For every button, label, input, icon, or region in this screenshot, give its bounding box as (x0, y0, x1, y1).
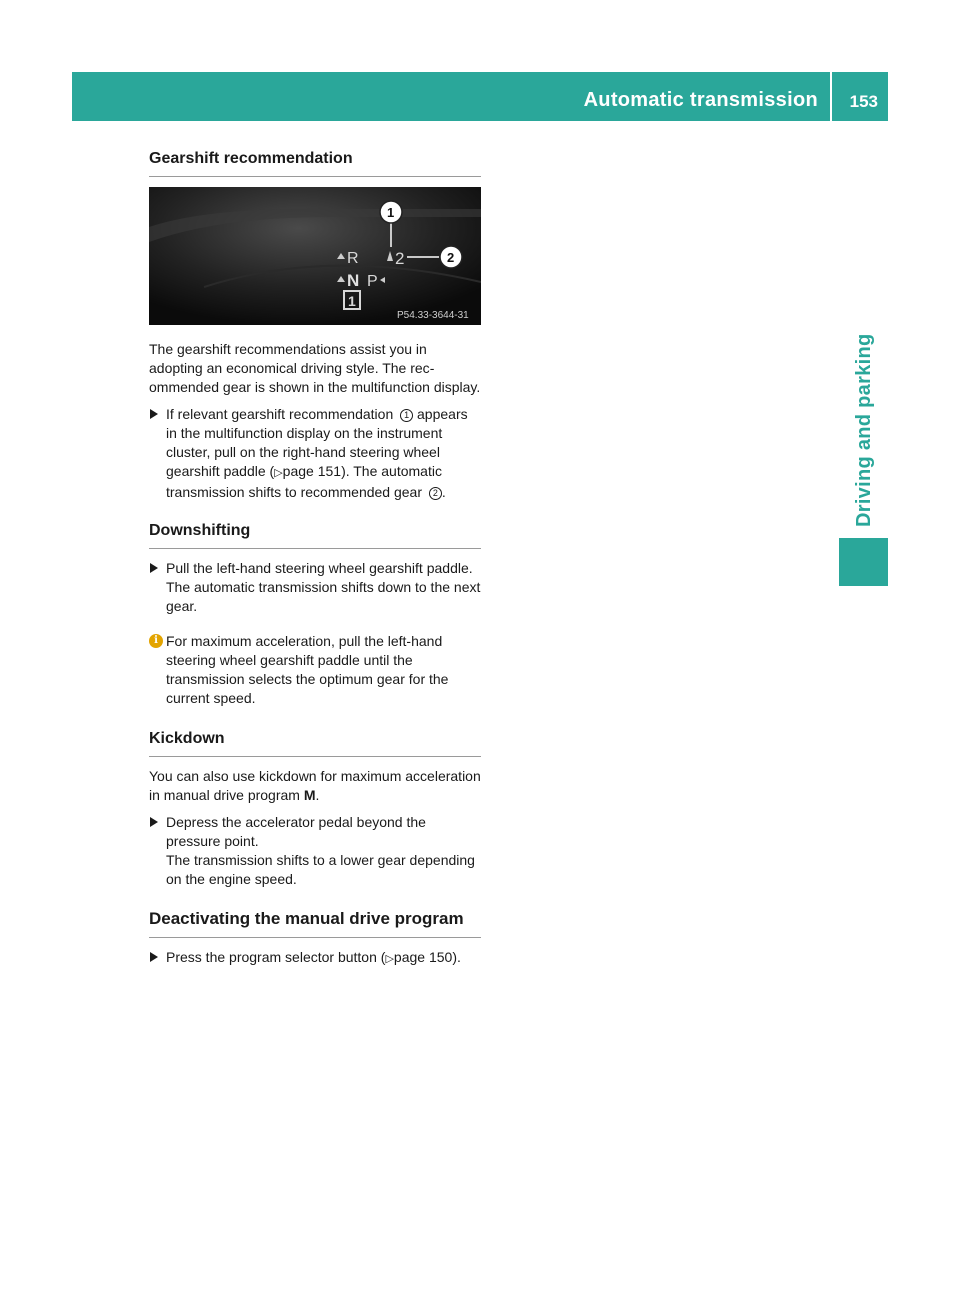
header-bar (72, 72, 888, 121)
info-icon: i (149, 634, 163, 648)
current-gear-label: 2 (395, 249, 405, 268)
gearshift-intro: The gearshift recommendations assist you in adopting an economical driving style. The recommended gear is shown in the multifunction display. (149, 341, 481, 395)
marker-1-icon: 1 (400, 409, 413, 422)
arrow-bullet-icon (150, 817, 158, 827)
page-number: 153 (849, 92, 878, 111)
section-deactivating-manual-program (149, 909, 481, 969)
gearshift-step: If relevant gearshift recommendation 1 appears in the multifunction display on the instrument cluster, pull on the right-hand steering wheel gearshift paddle (▷page 151). The automatic transmission shifts to recommended gear 2 . (149, 405, 481, 502)
page-reference-link[interactable]: page 151 (282, 463, 342, 479)
kickdown-step: Depress the accelerator pedal beyond the pressure point. The transmission shifts to a lower gear depending on the engine speed. (149, 813, 481, 889)
page-reference-triangle-icon: ▷ (274, 467, 283, 479)
section-title: Deactivating the manual drive program (149, 909, 481, 938)
section-title: Gearshift recommendation (149, 150, 481, 177)
gear-p-label: P (367, 273, 378, 290)
main-column (149, 150, 481, 987)
gear-n-label: N (347, 271, 360, 290)
gearshift-display-figure (149, 187, 481, 325)
downshifting-note: i For maximum acceleration, pull the left-hand steering wheel gearshift paddle until the transmission selects the optimum gear for the current speed. (149, 632, 481, 708)
callout-1-label: 1 (387, 205, 395, 220)
recommendation-box-number: 1 (348, 293, 356, 309)
gear-r-label: R (347, 250, 359, 267)
side-tab-label: Driving and parking (853, 333, 875, 527)
section-gearshift-recommendation (149, 150, 481, 502)
page-reference-link[interactable]: page 150 (393, 949, 453, 965)
section-title: Kickdown (149, 730, 481, 757)
callout-2-label: 2 (447, 250, 455, 265)
section-downshifting (149, 522, 481, 708)
header-separator (830, 72, 832, 121)
header-title: Automatic transmission (583, 89, 818, 111)
marker-2-icon: 2 (429, 487, 442, 500)
section-kickdown (149, 730, 481, 889)
arrow-bullet-icon (150, 952, 158, 962)
section-title: Downshifting (149, 522, 481, 549)
kickdown-intro: You can also use kickdown for maximum acceleration in manual drive program M. (149, 768, 481, 803)
arrow-bullet-icon (150, 563, 158, 573)
downshifting-step: Pull the left-hand steering wheel gearshift paddle. The automatic transmission shifts down to the next gear. (149, 559, 481, 616)
side-tab-marker (839, 538, 888, 586)
deactivating-step: Press the program selector button (▷page 150). (149, 948, 481, 969)
arrow-bullet-icon (150, 409, 158, 419)
display-illustration (149, 187, 481, 325)
figure-code: P54.33-3644-31 (397, 310, 469, 321)
page-reference-triangle-icon: ▷ (385, 953, 394, 965)
